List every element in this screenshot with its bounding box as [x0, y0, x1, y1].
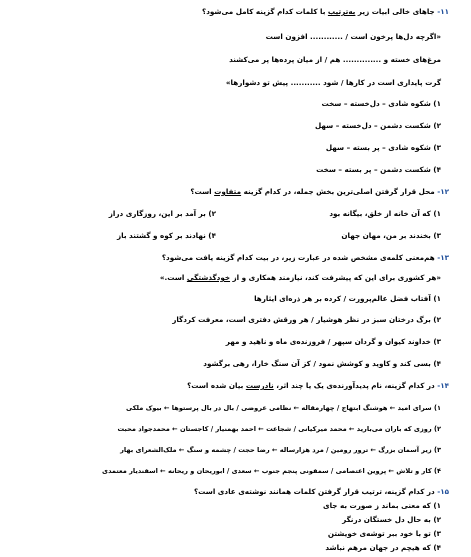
quote-underlined: خودگذشتگی — [186, 273, 231, 282]
option-3: ۳) بخندند بر من، مهان جهان — [341, 231, 441, 240]
question-number: ۱۳- — [437, 253, 449, 262]
question-12-stem — [190, 186, 449, 198]
stem-text: جاهای خالی ابیات زیر — [355, 7, 438, 16]
option-4: ۴) کار و تلاش ← پروین اعتصامی / سمفونی پنجم جنوب ← سعدی / ابوریحان و ریحانه ← اسفندیار معتمدی — [102, 467, 441, 475]
verse-line: مرغ‌های خسته و .............. هم / از میان پرده‌ها پر می‌کشند — [229, 55, 441, 64]
question-14-stem — [187, 380, 449, 392]
option-2: ۲) بر آمد بر این، روزگاری دراز — [108, 209, 216, 218]
option-2: ۲) برگ درختان سبز در نظر هوشیار / هر ورقش دفتری است، معرفت کردگار — [172, 315, 441, 324]
option-1: ۱) شکوه شادی – دل‌خسته – سخت — [321, 99, 441, 108]
quote-text: است.» — [159, 273, 187, 282]
quote-line — [160, 272, 441, 284]
question-number: ۱۴- — [437, 381, 449, 390]
stem-underlined: به‌ترتیب — [327, 7, 356, 16]
question-11-stem — [202, 6, 449, 18]
question-number: ۱۱- — [437, 7, 449, 16]
stem-text: با کلمات کدام گزینه کامل می‌شود؟ — [202, 7, 328, 16]
stem-text: است؟ — [190, 187, 215, 196]
option-4: ۴) بسی کند و کاوید و کوشش نمود / کز آن سنگ خارا، رهی برگشود — [203, 359, 441, 368]
option-1: ۱) سرای امید ← هوشنگ ابتهاج / چهارمقاله ← نظامی عروضی / بال در بال پرستوها ← بیوک ملکی — [126, 404, 441, 412]
stem-text: محل قرار گرفتن اصلی‌ترین بخش جمله، در کدام گزینه — [241, 187, 438, 196]
verse-line: «اگرچه دل‌ها پرخون است / ............ افزون است — [265, 32, 441, 41]
option-3: ۳) زیر آسمان بزرگ ← ترور رومین / مرد هزارساله ← رضا حجت / چشمه و سنگ ← ملک‌الشعرای بهار — [120, 446, 441, 454]
stem-text: در کدام گزینه، ترتیب قرار گرفتن کلمات همانند نوشته‌ی عادی است؟ — [194, 487, 438, 496]
stem-underlined: نادرست — [245, 381, 274, 390]
option-2: ۲) روزی که باران می‌بارید ← محمد میرکیانی / شجاعت ← احمد بهمنیار / کاجستان ← محمدجواد محبت — [117, 425, 441, 433]
stem-text: در کدام گزینه، نام پدیدآورنده‌ی یک یا چند اثر، — [273, 381, 438, 390]
question-number: ۱۲- — [437, 187, 449, 196]
option-4: ۴) شکست دشمن – پر بسته – سخت — [316, 165, 441, 174]
option-2: ۲) به حال دل خستگان درنگر — [342, 515, 441, 524]
question-number: ۱۵- — [437, 487, 449, 496]
option-1: ۱) که آن خانه از خلق، بیگانه بود — [329, 209, 441, 218]
stem-text: هم‌معنی کلمه‌ی مشخص شده در عبارت زیر، در بیت کدام گزینه یافت می‌شود؟ — [161, 253, 438, 262]
option-1: ۱) که معنی بماند ز صورت به جای — [323, 501, 441, 510]
stem-underlined: متفاوت — [214, 187, 242, 196]
question-15-stem — [194, 486, 449, 498]
verse-line: گرت پایداری است در کارها / شود ........... پیش تو دشوارها» — [225, 78, 441, 87]
option-4: ۴) که هیچم در جهان مرهم نباشد — [325, 543, 441, 552]
option-4: ۴) نهادند بر کوه و گشتند باز — [117, 231, 216, 240]
option-3: ۳) تو با خود ببر توشه‌ی خویشتن — [327, 529, 441, 538]
stem-text: بیان شده است؟ — [187, 381, 246, 390]
option-3: ۳) شکوه شادی – پر بسته – سهل — [325, 143, 441, 152]
quote-text: «هر کشوری برای این که پیشرفت کند، نیازمند همکاری و از — [230, 273, 441, 282]
question-13-stem — [162, 252, 449, 264]
option-1: ۱) آفتاب فضل عالم‌پرورت / کرده بر هر ذره‌ای ایثارها — [254, 294, 441, 303]
option-3: ۳) خداوند کیوان و گردان سپهر / فروزنده‌ی ماه و ناهید و مهر — [225, 337, 441, 346]
option-2: ۲) شکست دشمن – دل‌خسته – سهل — [314, 121, 441, 130]
